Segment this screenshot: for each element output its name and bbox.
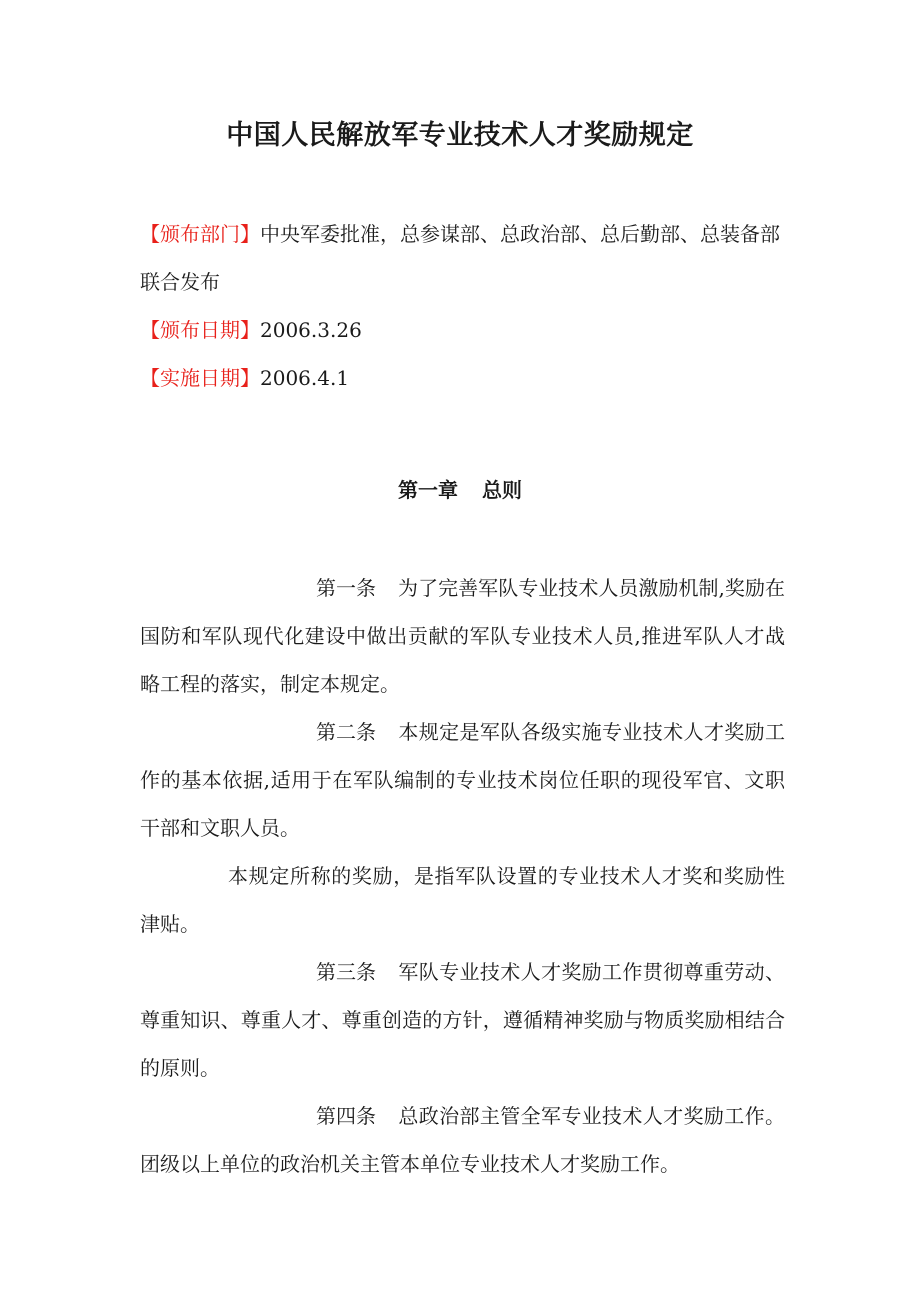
- document-title: 中国人民解放军专业技术人才奖励规定: [226, 120, 694, 151]
- article-text: 总政治部主管全军专业技术人才奖励工作。团级以上单位的政治机关主管本单位专业技术人才奖励工作。: [140, 1104, 785, 1176]
- meta-issue-date: [140, 306, 785, 354]
- article-label: 第一条: [316, 576, 376, 600]
- meta-issuing-department: [140, 210, 785, 306]
- article-label: 第二条: [316, 720, 376, 744]
- article-paragraph: [140, 564, 785, 708]
- article-text: 本规定是军队各级实施专业技术人才奖励工作的基本依据,适用于在军队编制的专业技术岗位任职的现役军官、文职干部和文职人员。: [140, 720, 785, 840]
- meta-value-department: 中央军委批准，总参谋部、总政治部、总后勤部、总装备部联合发布: [140, 222, 780, 294]
- article-label: 第四条: [316, 1104, 376, 1128]
- chapter-number: 第一章: [398, 478, 458, 502]
- article-paragraph: [140, 948, 785, 1092]
- meta-key-issue-date: 【颁布日期】: [140, 318, 260, 342]
- article-text: 军队专业技术人才奖励工作贯彻尊重劳动、尊重知识、尊重人才、尊重创造的方针，遵循精神奖励与物质奖励相结合的原则。: [140, 960, 785, 1080]
- document-body: [140, 564, 785, 1188]
- meta-effective-date: [140, 354, 785, 402]
- article-text: 为了完善军队专业技术人员激励机制,奖励在国防和军队现代化建设中做出贡献的军队专业技术人员,推进军队人才战略工程的落实，制定本规定。: [140, 576, 785, 696]
- meta-key-department: 【颁布部门】: [140, 222, 260, 246]
- article-paragraph: [140, 1092, 785, 1188]
- meta-value-effective-date: 2006.4.1: [260, 366, 350, 390]
- article-paragraph: [140, 852, 785, 948]
- article-paragraph: [140, 708, 785, 852]
- chapter-name: 总则: [482, 478, 522, 502]
- chapter-heading: [0, 470, 920, 510]
- meta-key-effective-date: 【实施日期】: [140, 366, 260, 390]
- article-label: 第三条: [316, 960, 376, 984]
- article-text: 本规定所称的奖励，是指军队设置的专业技术人才奖和奖励性津贴。: [140, 864, 785, 936]
- meta-value-issue-date: 2006.3.26: [260, 318, 362, 342]
